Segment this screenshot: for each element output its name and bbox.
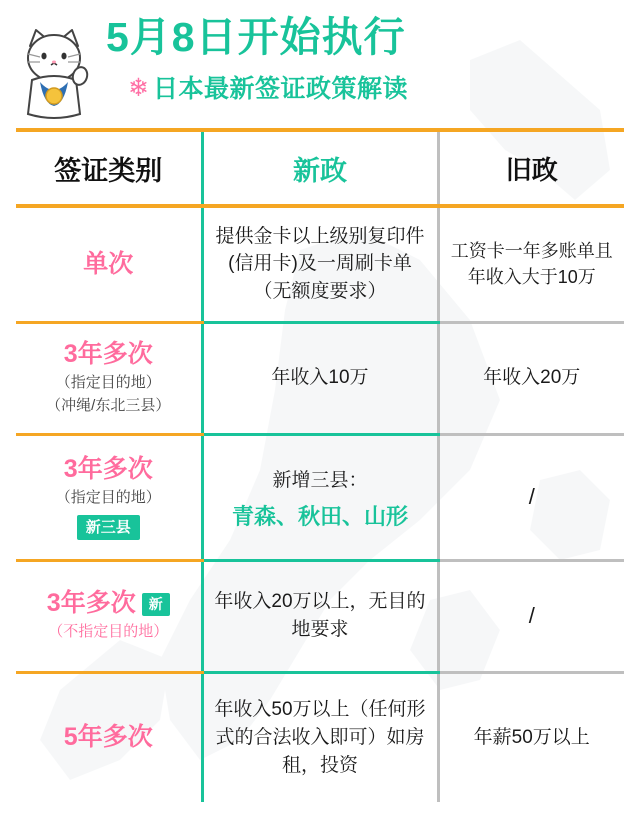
header bbox=[0, 0, 640, 128]
table-row bbox=[16, 434, 624, 560]
category-label-text: 3年多次 bbox=[46, 589, 136, 618]
cell-category bbox=[16, 322, 202, 434]
category-label: 3年多次 bbox=[63, 339, 153, 368]
new-policy-text: 年收入50万以上（任何形式的合法收入即可）如房租，投资 bbox=[214, 699, 426, 776]
table-header-row bbox=[16, 130, 624, 206]
category-note: （指定目的地） （冲绳/东北三县） bbox=[46, 374, 171, 414]
cell-new-policy bbox=[202, 560, 438, 672]
new-policy-text: 年收入10万 bbox=[271, 367, 369, 389]
flower-icon: ❄ bbox=[128, 73, 149, 102]
category-note: （指定目的地） bbox=[55, 488, 161, 506]
cell-old-policy bbox=[438, 322, 624, 434]
page-subtitle: 日本最新签证政策解读 bbox=[152, 75, 408, 104]
cell-old-policy bbox=[438, 434, 624, 560]
new-policy-text: 提供金卡以上级别复印件(信用卡)及一周刷卡单（无额度要求） bbox=[215, 225, 425, 303]
old-policy-text: 年薪50万以上 bbox=[473, 726, 590, 748]
table-row bbox=[16, 322, 624, 434]
cell-new-policy bbox=[202, 206, 438, 322]
old-policy-text: 年收入20万 bbox=[483, 367, 581, 389]
category-label bbox=[16, 588, 201, 619]
new-policy-text: 新增三县： bbox=[272, 469, 368, 491]
cell-category bbox=[16, 672, 202, 802]
old-policy-text: / bbox=[528, 603, 535, 628]
category-label: 5年多次 bbox=[63, 723, 153, 752]
visa-policy-table bbox=[16, 128, 624, 802]
old-policy-text: 工资卡一年多账单且年收入大于10万 bbox=[450, 241, 613, 288]
column-header-new-policy: 新政 bbox=[202, 130, 438, 206]
cell-category bbox=[16, 206, 202, 322]
page-title: 5月8日开始执行 bbox=[106, 14, 406, 60]
status-badge: 新 bbox=[142, 593, 170, 615]
cell-old-policy bbox=[438, 206, 624, 322]
column-header-category: 签证类别 bbox=[16, 130, 202, 206]
new-policy-text: 年收入20万以上，无目的地要求 bbox=[214, 591, 426, 640]
cell-old-policy bbox=[438, 560, 624, 672]
table-row bbox=[16, 206, 624, 322]
lucky-cat-icon bbox=[14, 24, 94, 120]
category-note: （不指定目的地） bbox=[48, 623, 169, 641]
status-badge: 新三县 bbox=[77, 515, 140, 540]
cell-old-policy bbox=[438, 672, 624, 802]
column-header-old-policy: 旧政 bbox=[438, 130, 624, 206]
cell-new-policy bbox=[202, 672, 438, 802]
table-row bbox=[16, 560, 624, 672]
cell-new-policy bbox=[202, 322, 438, 434]
category-label: 单次 bbox=[83, 249, 134, 278]
cell-new-policy bbox=[202, 434, 438, 560]
category-label: 3年多次 bbox=[63, 454, 153, 483]
cell-category bbox=[16, 434, 202, 560]
new-policy-highlight: 青森、秋田、山形 bbox=[231, 504, 408, 530]
cell-category bbox=[16, 560, 202, 672]
old-policy-text: / bbox=[528, 484, 535, 509]
table-row bbox=[16, 672, 624, 802]
